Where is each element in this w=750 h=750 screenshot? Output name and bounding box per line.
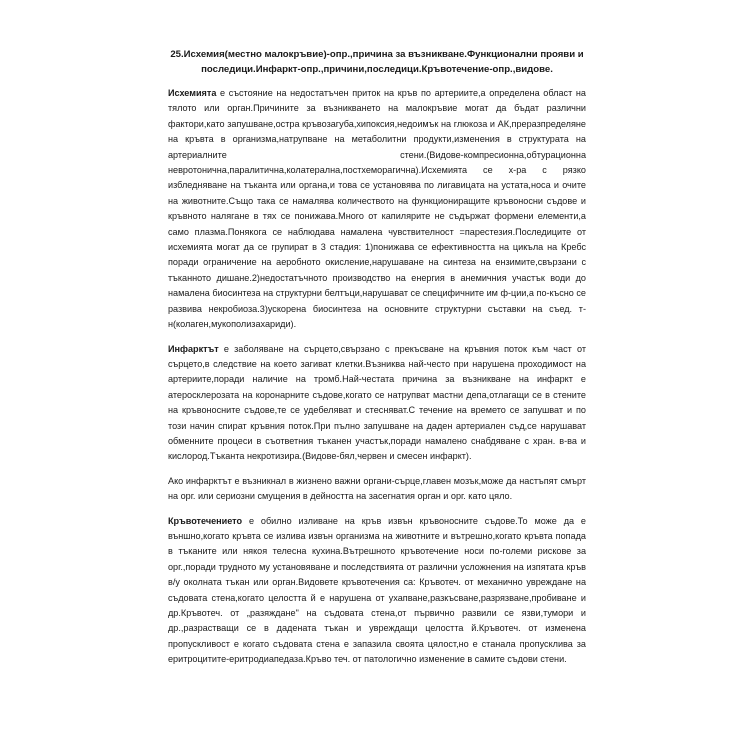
paragraph-lead-term: Инфарктът (168, 343, 219, 354)
document-content (168, 47, 586, 677)
paragraph-infarct (168, 342, 586, 465)
paragraph-ischemia (168, 86, 586, 333)
paragraph-lead-term: Исхемията (168, 88, 217, 98)
paragraph-body-text: е състояние на недостатъчен приток на кръв по артериите,а определена област на тялото или орган.Причините за възникването на малокръвие могат да бъдат различни фактори,като запушване,остра кръвозагуба,хипоксия,недоимък на глюкоза и АК,преразпределяне на кръвта в организма,натрупване на метаболитни продукти,изменения в структурата на артериалните стени.(Видове-компресионна,обтурационна невротонична,паралитична,колатерална,постхеморагична).Исхемията се х-ра с рязко избледняване на тъканта или органа,и това се установява по лигавицата на устата,носа и очите на животните.Също така се намалява количеството на функциониращите кръвоносни съдове и кръвното налягане в тях се понижава.Много от капилярите не съдържат формени елементи,а само плазма.Понякога се наблюдава намалена чувствителност =парестезия.Последиците от исхемията могат да се групират в 3 стадия: 1)понижава се ефективността на цикъла на Кребс поради ограничение на аеробното окисление,нарушаване на синтеза на ензимите,свързани с тъканното дишане.2)недостатъчното производство на енергия в анемичния участък води до намалена биосинтеза на структурни белтъци,нарушават се специфичните им ф-ции,а по-късно се развива некробиоза.3)ускорена биосинтеза на основните структурни съставки на съед. т-н(колаген,мукополизахариди). (168, 88, 586, 330)
paragraph-body-text: Ако инфарктът е възникнал в жизнено важни органи-сърце,главен мозък,може да настъпят смърт на орг. или сериозни смущения в дейността на засегнатия орган и орг. като цяло. (168, 475, 586, 502)
document-title: 25.Исхемия(местно малокръвие)-опр.,причина за възникване.Функционални прояви и последици.Инфаркт-опр.,причини,последици.Кръвотечение-опр.,видове. (170, 49, 584, 75)
paragraph-body-text: е обилно изливане на кръв извън кръвоносните съдове.То може да е външно,когато кръвта се излива извън организма на животните и вътрешно,когато кръвта попада в тъканите или някоя телесна кухина.Вътрешното кръвотечение носи по-големи рискове за орг.,поради трудното му установяване и последствията от различни усложнения на изпятата кръв в/у околната тъкан или орган.Видовете кръвотечения са: Кръвотеч. от механично увреждане на съдовата стена,когато целостта й е нарушена от ухапване,разкъсване,разрязване,пробиване и др.Кръвотеч. от „разяждане" на съдовата стена,от първично развили се язви,тумори и др.,разрастващи се в дадената тъкан и увреждащи целостта й.Кръвотеч. от изменена пропускливост е когато съдовата стена е запазила своята цялост,но е станала пропусклива за еритроцитите-еритродиапедаза.Кръво теч. от патологично изменение в самите съдови стени. (168, 515, 586, 665)
paragraph-bleeding (168, 514, 586, 668)
paragraph-infarct-consequences (168, 474, 586, 505)
paragraph-lead-term: Кръвотечението (168, 515, 243, 526)
paragraph-body-text: е заболяване на сърцето,свързано с прекъсване на кръвния поток към част от сърцето,в следствие на което загиват клетки.Възниква най-често при нарушена проходимост на артериите,поради наличие на тромб.Най-честата причина за възникване на инфаркт е атеросклерозата на коронарните съдове,когато се натрупват мастни депа,отлагащи се в стените на кръвоносните съдове,те се удебеляват и стесняват.С течение на времето се запушват и по този начин спират кръвния поток.При пълно запушване на даден артериален съд,се нарушават обменните процеси в съответния тъканен участък,поради намалено снабдяване с хран. в-ва и кислород.Тъканта некротизира.(Видове-бял,червен и смесен инфаркт). (168, 343, 586, 462)
